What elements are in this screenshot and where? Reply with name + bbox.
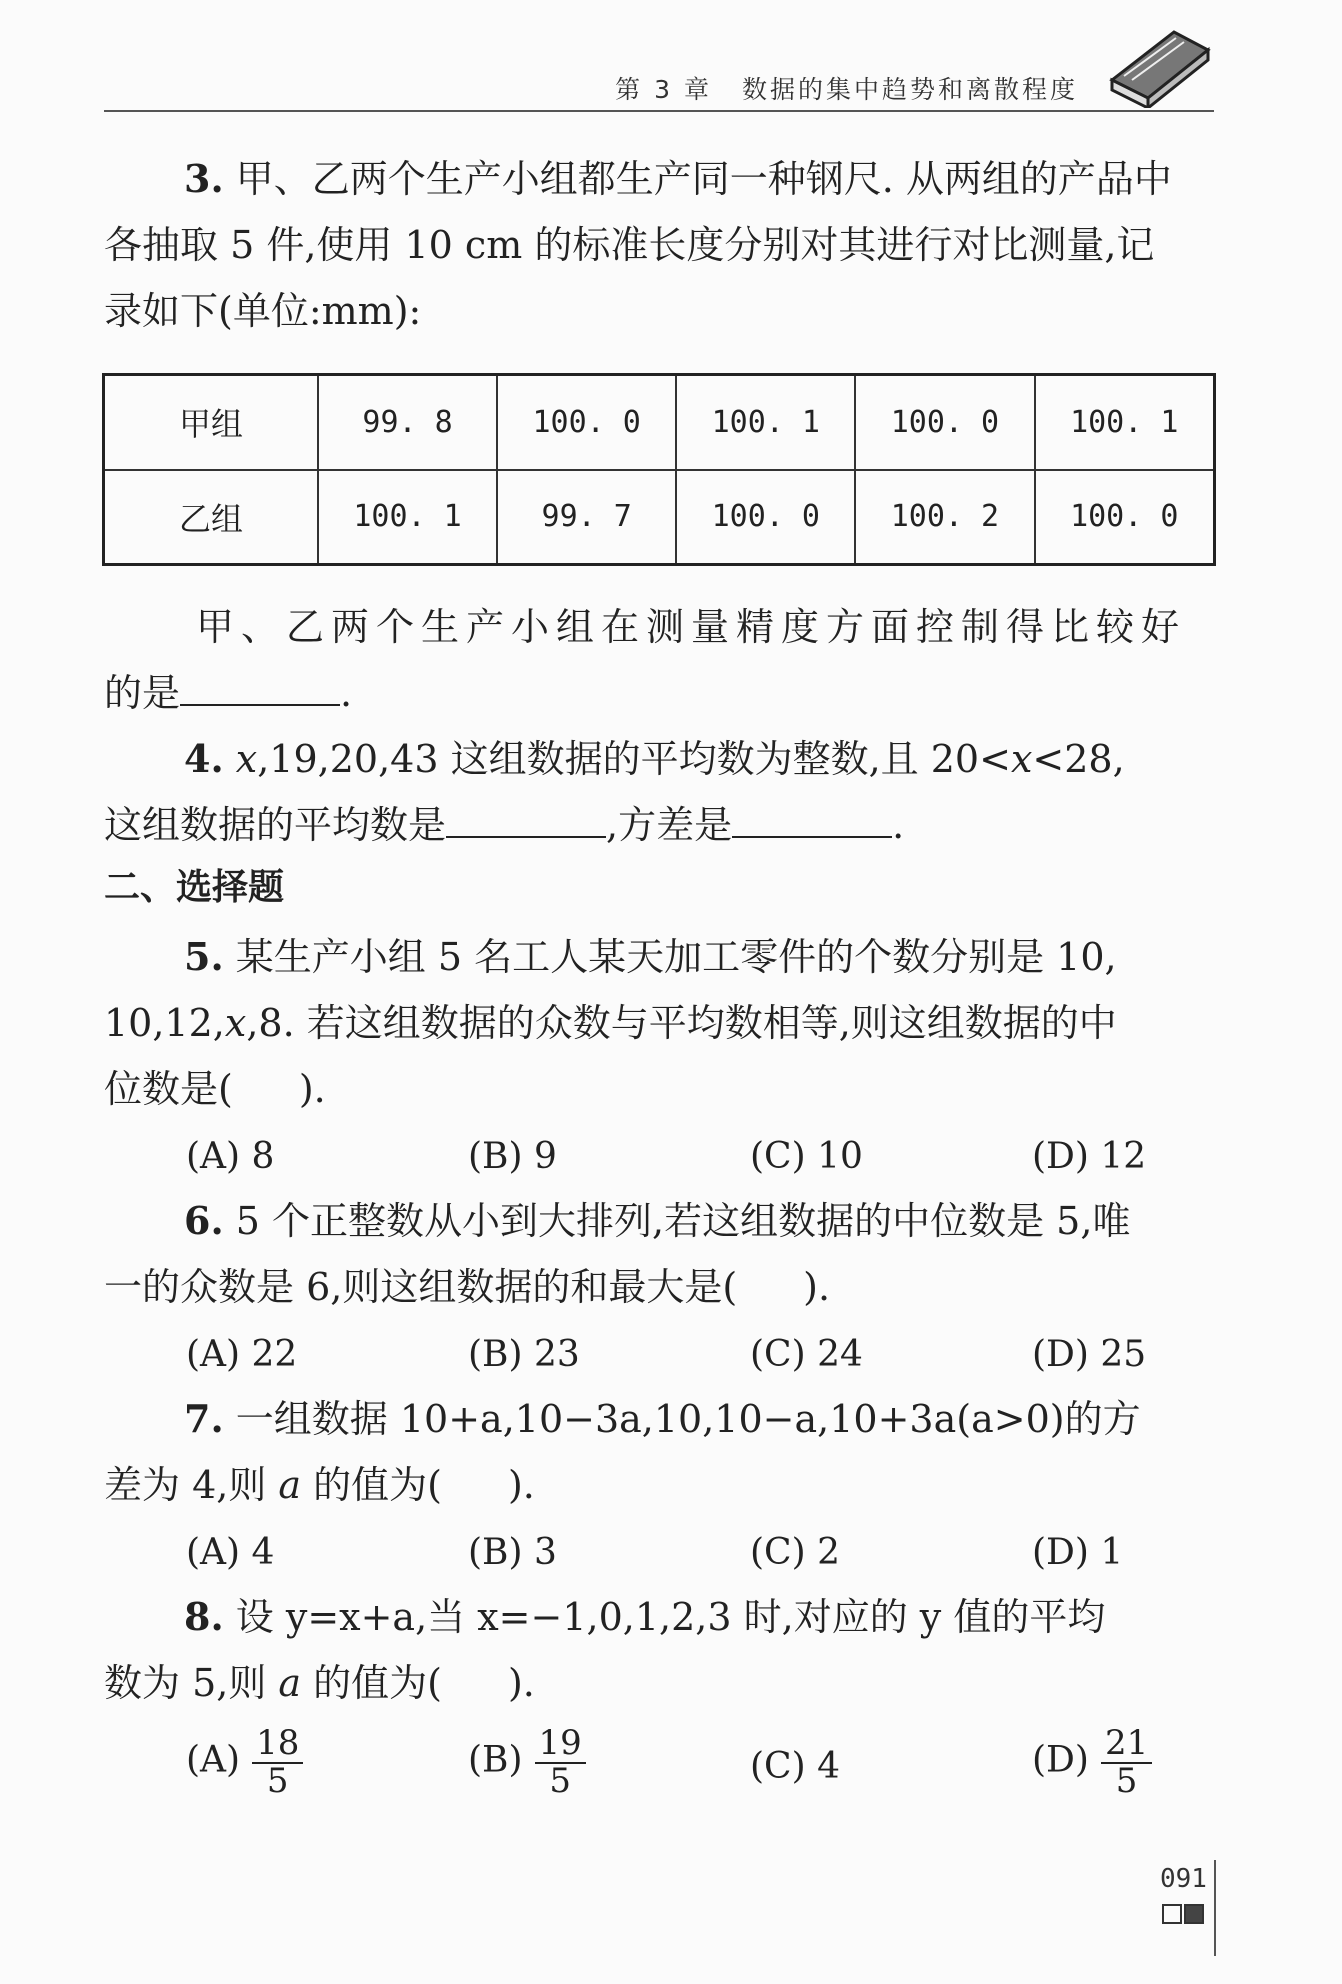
option-label: (B) [468, 1739, 523, 1781]
table-cell: 100. 0 [676, 470, 855, 565]
option-c[interactable]: (C) 2 [750, 1532, 840, 1573]
var-x: x [1010, 737, 1033, 781]
measurement-table [102, 373, 1216, 566]
q6-number: 6. [184, 1198, 224, 1243]
q5-text: ,8. 若这组数据的众数与平均数相等,则这组数据的中 [246, 1001, 1117, 1045]
running-header [615, 70, 1078, 106]
q3-text-1: 甲、乙两个生产小组都生产同一种钢尺. 从两组的产品中 [235, 157, 1172, 201]
option-c[interactable]: (C) 4 [750, 1746, 840, 1787]
option-a[interactable]: (A) 4 [186, 1532, 275, 1573]
var-a: a [278, 1463, 302, 1507]
q5-text: 某生产小组 5 名工人某天加工零件的个数分别是 10, [235, 935, 1117, 979]
option-a[interactable]: (A) 22 [186, 1334, 298, 1375]
option-b[interactable] [468, 1723, 586, 1801]
q8-text: ). [507, 1661, 535, 1705]
numerator: 19 [535, 1726, 586, 1764]
option-d[interactable]: (D) 25 [1032, 1334, 1147, 1375]
table-row [104, 470, 1215, 565]
q5-line1 [184, 934, 1117, 979]
q4-text: ,19,20,43 这组数据的平均数为整数,且 20< [257, 737, 1011, 781]
q6-text: 5 个正整数从小到大排列,若这组数据的中位数是 5,唯 [235, 1199, 1131, 1243]
q4-number: 4. [184, 736, 224, 781]
var-a: a [278, 1661, 302, 1705]
fraction [1101, 1723, 1152, 1801]
q8-text: 的值为( [301, 1661, 442, 1705]
option-a[interactable] [186, 1723, 303, 1801]
q7-text: ). [507, 1463, 535, 1507]
q7-text: 的值为( [301, 1463, 442, 1507]
table-cell: 100. 2 [855, 470, 1034, 565]
q3-line3: 录如下(单位:mm): [104, 289, 422, 333]
var-x: x [235, 737, 258, 781]
table-row [104, 375, 1215, 470]
option-d[interactable]: (D) 12 [1032, 1136, 1147, 1177]
header-rule [104, 110, 1214, 112]
page-number-rule [1214, 1860, 1216, 1956]
option-label: (D) [1032, 1739, 1089, 1781]
page-number: 091 [1160, 1864, 1207, 1894]
table-cell: 100. 1 [1035, 375, 1215, 470]
q8-line1 [184, 1594, 1106, 1639]
q5-line2 [104, 1001, 1117, 1045]
q4-line1 [184, 736, 1125, 781]
q3-after-line2 [104, 671, 353, 715]
q6-text: ). [803, 1265, 831, 1309]
q8-line2 [104, 1661, 535, 1705]
q6-line2 [104, 1265, 831, 1309]
q4-line2 [104, 803, 905, 847]
answer-blank[interactable] [180, 674, 340, 706]
q4-text: <28, [1032, 737, 1125, 781]
period: . [892, 803, 905, 847]
table-cell: 100. 0 [1035, 470, 1215, 565]
denominator: 5 [1115, 1760, 1138, 1801]
table-cell: 99. 7 [497, 470, 676, 565]
numerator: 21 [1101, 1726, 1152, 1764]
q3-after-text: 的是 [104, 671, 181, 715]
row-label: 乙组 [104, 470, 319, 565]
section-heading: 二、选择题 [104, 867, 285, 908]
q6-line1 [184, 1198, 1131, 1243]
answer-blank-variance[interactable] [732, 806, 892, 838]
option-b[interactable]: (B) 9 [468, 1136, 557, 1177]
row-label: 甲组 [104, 375, 319, 470]
table-cell: 100. 0 [855, 375, 1034, 470]
q3-after-line1: 甲、乙两个生产小组在测量精度方面控制得比较好 [196, 605, 1187, 649]
q4-text: ,方差是 [606, 803, 733, 847]
q8-text: 数为 5,则 [104, 1661, 279, 1705]
denominator: 5 [549, 1760, 571, 1801]
table-cell: 100. 1 [676, 375, 855, 470]
header-title: 数据的集中趋势和离散程度 [741, 75, 1078, 104]
numerator: 18 [252, 1726, 303, 1764]
q7-line1 [184, 1396, 1141, 1441]
option-c[interactable]: (C) 24 [750, 1334, 863, 1375]
option-b[interactable]: (B) 3 [468, 1532, 557, 1573]
q5-text: 10,12, [104, 1001, 225, 1045]
option-d[interactable]: (D) 1 [1032, 1532, 1124, 1573]
table-cell: 100. 0 [497, 375, 676, 470]
book-icon [1104, 24, 1214, 108]
q5-text: 位数是( [104, 1067, 233, 1111]
q7-line2 [104, 1463, 535, 1507]
page-marker-icon [1162, 1903, 1206, 1927]
q8-text: 设 y=x+a,当 x=−1,0,1,2,3 时,对应的 y 值的平均 [235, 1595, 1106, 1639]
period: . [340, 671, 353, 715]
q8-number: 8. [184, 1594, 224, 1639]
q3-line1 [184, 156, 1172, 201]
fraction [252, 1723, 303, 1801]
fraction [535, 1723, 586, 1801]
q3-line2: 各抽取 5 件,使用 10 cm 的标准长度分别对其进行对比测量,记 [104, 223, 1155, 267]
q7-text: 差为 4,则 [104, 1463, 279, 1507]
header-chapter: 第 3 章 [615, 75, 712, 104]
q5-line3 [104, 1067, 326, 1111]
q5-number: 5. [184, 934, 224, 979]
q6-text: 一的众数是 6,则这组数据的和最大是( [104, 1265, 738, 1309]
q4-text: 这组数据的平均数是 [104, 803, 447, 847]
table-cell: 100. 1 [318, 470, 497, 565]
q3-number: 3. [184, 156, 224, 201]
option-a[interactable]: (A) 8 [186, 1136, 275, 1177]
option-b[interactable]: (B) 23 [468, 1334, 580, 1375]
q5-text: ). [298, 1067, 326, 1111]
answer-blank-mean[interactable] [446, 806, 606, 838]
q7-text: 一组数据 10+a,10−3a,10,10−a,10+3a(a>0)的方 [235, 1397, 1141, 1441]
option-label: (A) [186, 1739, 241, 1781]
denominator: 5 [266, 1760, 289, 1801]
q7-number: 7. [184, 1396, 224, 1441]
table-cell: 99. 8 [318, 375, 497, 470]
option-c[interactable]: (C) 10 [750, 1136, 863, 1177]
var-x: x [224, 1001, 247, 1045]
option-d[interactable] [1032, 1723, 1152, 1801]
